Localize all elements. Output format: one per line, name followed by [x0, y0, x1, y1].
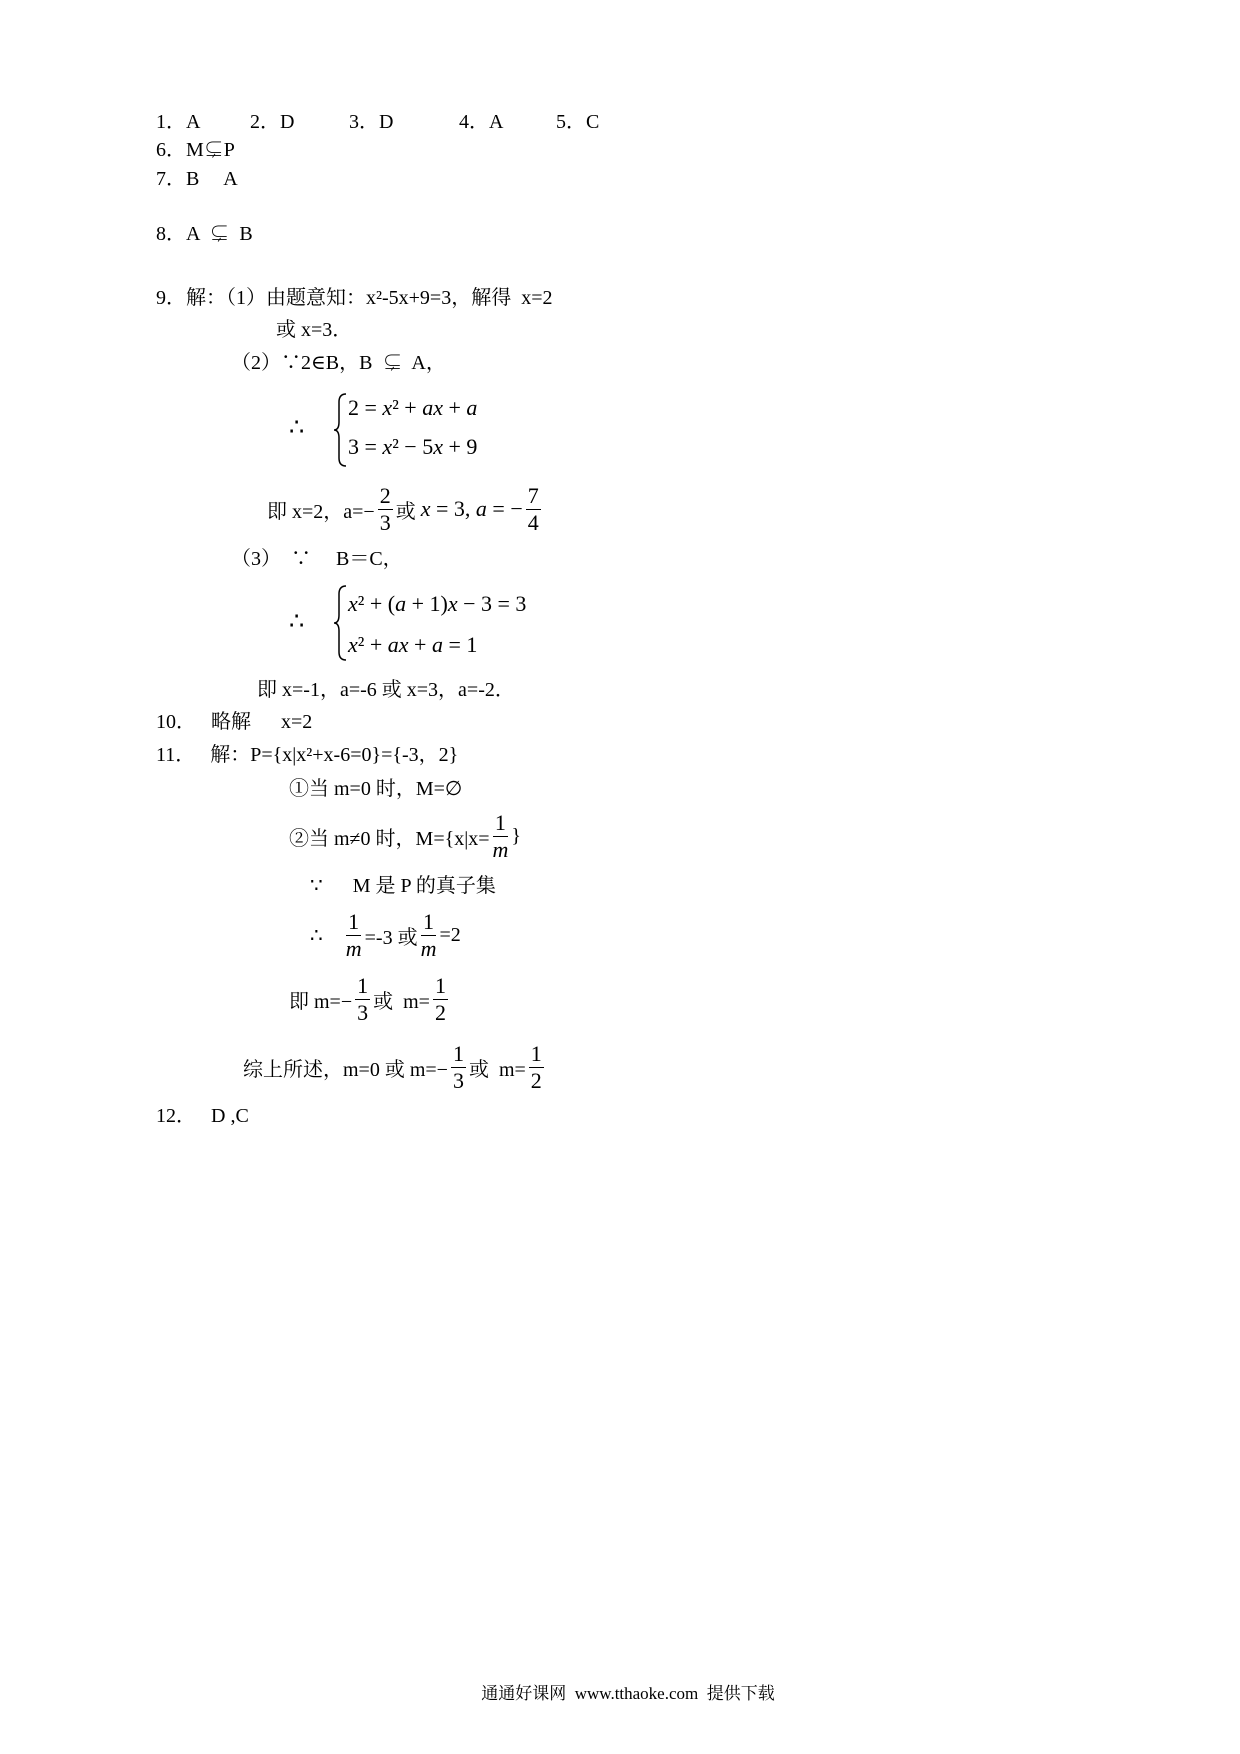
fraction-numerator: 7 — [527, 482, 539, 508]
so-mid: 或 m= — [373, 990, 430, 1013]
answer-9-part1-cont: 或 x=3． — [276, 319, 353, 341]
fraction-denominator: 2 — [434, 999, 446, 1025]
answer-3: 3．D — [349, 111, 394, 133]
fraction-numerator: 1 — [452, 1040, 464, 1066]
result1-mid: 或 — [395, 500, 421, 523]
answer-8: 8．A ⊊ B — [156, 223, 253, 245]
fraction-numerator: 1 — [357, 972, 369, 998]
system2-equation-2: x² + ax + a = 1 — [348, 632, 478, 657]
therefore-symbol: ∴ — [310, 924, 343, 947]
fraction-numerator: 1 — [530, 1040, 542, 1066]
result1-mid-math: x = 3, a = − — [420, 496, 523, 521]
fraction-numerator: 1 — [423, 908, 435, 934]
so-prefix: 即 m=− — [289, 990, 353, 1013]
conclusion-mid: 或 m= — [468, 1058, 526, 1081]
system2-equation-1: x² + (a + 1)x − 3 = 3 — [348, 591, 527, 616]
fraction — [421, 909, 437, 962]
case2-prefix: ②当 m≠0 时，M={x|x= — [289, 827, 490, 850]
fraction — [492, 810, 508, 863]
answer-11-therefore — [310, 905, 461, 965]
fraction-numerator: 1 — [494, 809, 506, 835]
answer-2: 2．D — [250, 111, 295, 133]
fraction — [529, 1041, 544, 1094]
answer-12: 12． D ,C — [156, 1105, 249, 1127]
answer-11-because: ∵ M 是 P 的真子集 — [310, 875, 496, 897]
fraction-denominator: 4 — [527, 509, 539, 535]
case2-suffix: } — [511, 824, 521, 847]
fraction — [451, 1041, 466, 1094]
left-brace — [333, 393, 347, 467]
fraction-denominator: 2 — [530, 1067, 542, 1093]
fraction — [346, 909, 362, 962]
answer-7: 7．B A — [156, 168, 238, 190]
answer-10: 10． 略解 x=2 — [156, 711, 313, 733]
answer-9-part2: （2）∵2∈B，B ⊊ A， — [231, 352, 446, 374]
result1-prefix: 即 x=2，a=− — [267, 500, 375, 523]
fraction-numerator: 1 — [348, 908, 360, 934]
answer-4: 4．A — [459, 111, 504, 133]
fraction-denominator: m — [345, 935, 362, 961]
answer-11-case2 — [289, 806, 521, 866]
answer-5: 5．C — [556, 111, 600, 133]
therefore-mid: =-3 或 — [364, 926, 418, 949]
fraction-denominator: m — [420, 935, 437, 961]
fraction-denominator: m — [492, 836, 509, 862]
therefore-suffix: =2 — [439, 923, 461, 946]
answer-1: 1．A — [156, 111, 201, 133]
answer-9-result1 — [267, 479, 544, 539]
page-footer: 通通好课网 www.tthaoke.com 提供下载 — [481, 1684, 775, 1703]
fraction-numerator: 1 — [434, 972, 446, 998]
therefore-symbol: ∴ — [289, 415, 305, 441]
system1-equation-2: 3 = x² − 5x + 9 — [348, 434, 478, 459]
fraction-denominator: 3 — [357, 999, 369, 1025]
answer-11-case1: ①当 m=0 时，M=∅ — [289, 778, 463, 800]
fraction-denominator: 3 — [452, 1067, 464, 1093]
answer-6: 6．M⊊P — [156, 139, 235, 161]
system1-equation-1: 2 = x² + ax + a — [348, 395, 478, 420]
fraction — [433, 973, 448, 1026]
fraction — [355, 973, 370, 1026]
answer-9-part3: （3） ∵ B＝C， — [231, 548, 403, 570]
conclusion-prefix: 综上所述，m=0 或 m=− — [243, 1058, 448, 1081]
answer-9-result2: 即 x=-1，a=-6 或 x=3，a=-2． — [257, 679, 515, 701]
left-brace — [333, 585, 347, 661]
therefore-symbol: ∴ — [289, 609, 305, 635]
fraction-denominator: 3 — [379, 509, 391, 535]
answer-11-so — [289, 969, 451, 1029]
answer-11-conclusion — [243, 1037, 547, 1097]
fraction — [526, 483, 541, 536]
answer-11-head: 11． 解：P={x|x²+x-6=0}={-3，2} — [156, 744, 459, 766]
answer-9-part1: 9．解：（1）由题意知：x²-5x+9=3，解得 x=2 — [156, 287, 553, 309]
fraction — [378, 483, 393, 536]
fraction-numerator: 2 — [379, 482, 391, 508]
